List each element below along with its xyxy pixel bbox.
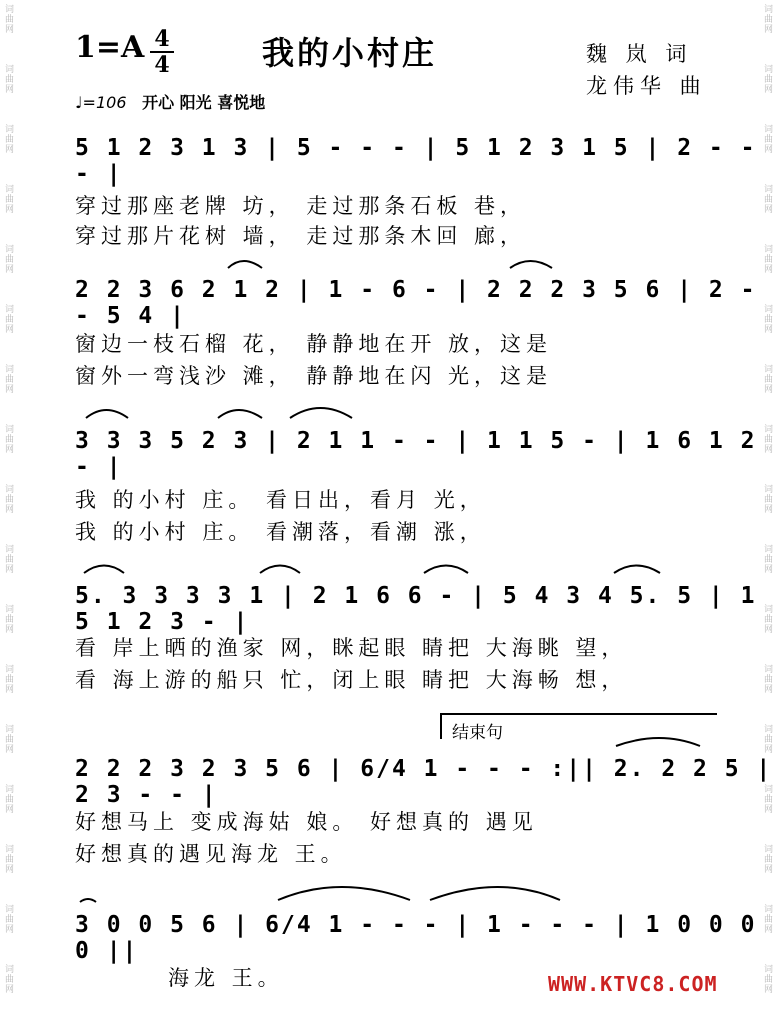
watermark-text: 词 曲 网	[5, 605, 15, 635]
watermark-text: 词 曲 网	[764, 665, 774, 695]
slur-system-2	[228, 261, 262, 268]
watermark-text: 词 曲 网	[764, 245, 774, 275]
system-6-lyric: 海龙 王。	[168, 966, 284, 990]
watermark-text: 词 曲 网	[764, 725, 774, 755]
watermark-text: 词 曲 网	[764, 605, 774, 635]
system-2-lyric-verse-1: 窗边一枝石榴 花， 静静地在开 放，这是	[75, 332, 553, 356]
watermark-text: 词 曲 网	[5, 665, 15, 695]
watermark-text: 词 曲 网	[764, 365, 774, 395]
watermark-text: 词 曲 网	[5, 785, 15, 815]
watermark-text: 词 曲 网	[5, 125, 15, 155]
system-2-lyric-verse-2: 窗外一弯浅沙 滩， 静静地在闪 光，这是	[75, 364, 553, 388]
watermark-text: 词 曲 网	[5, 485, 15, 515]
watermark-text: 词 曲 网	[764, 845, 774, 875]
watermark-text: 词 曲 网	[764, 305, 774, 335]
slur-system-4d	[614, 566, 660, 574]
watermark-text: 词 曲 网	[5, 425, 15, 455]
slur-system-3a	[86, 410, 128, 418]
system-1-lyric-verse-1: 穿过那座老牌 坊， 走过那条石板 巷，	[75, 194, 527, 218]
key-signature: 1=A	[75, 30, 145, 65]
slur-system-3b	[218, 410, 262, 418]
slur-system-4a	[84, 566, 124, 574]
watermark-text: 词 曲 网	[5, 65, 15, 95]
watermark-text: 词 曲 网	[764, 905, 774, 935]
watermark-text: 词 曲 网	[5, 305, 15, 335]
system-4-lyric-verse-1: 看 岸上晒的渔家 网，眯起眼 睛把 大海眺 望，	[75, 636, 628, 660]
system-1-lyric-verse-2: 穿过那片花树 墙， 走过那条木回 廊，	[75, 224, 527, 248]
tie-system-6	[278, 887, 410, 900]
composer-credit: 龙伟华 曲	[586, 74, 707, 98]
time-signature-top: 4	[154, 26, 170, 52]
watermark-text: 词 曲 网	[764, 485, 774, 515]
system-6-notes: 3 0 0 5 6 | 6/4 1 - - - | 1 - - - | 1 0 0 0 0 ||	[75, 912, 757, 964]
system-3-lyric-verse-2: 我 的小村 庄。 看潮落，看潮 涨，	[75, 520, 486, 544]
slur-system-2b	[510, 261, 552, 268]
system-3-notes: 3 3 3 5 2 3 | 2 1 1 - - | 1 1 5 - | 1 6 1 2 - |	[75, 428, 757, 480]
song-title: 我的小村庄	[262, 34, 438, 72]
slur-system-3c	[290, 408, 352, 418]
watermark-text: 词 曲 网	[5, 545, 15, 575]
website-watermark: WWW.KTVC8.COM	[548, 972, 718, 996]
watermark-text: 词 曲 网	[5, 725, 15, 755]
watermark-text: 词 曲 网	[764, 425, 774, 455]
watermark-text: 词 曲 网	[5, 845, 15, 875]
system-1-notes: 5 1 2 3 1 3 | 5 - - - | 5 1 2 3 1 5 | 2 - - - |	[75, 135, 757, 187]
slur-system-4b	[260, 566, 300, 574]
watermark-text: 词 曲 网	[5, 185, 15, 215]
ending-label: 结束句	[452, 723, 503, 743]
slur-system-4c	[424, 566, 468, 574]
watermark-text: 词 曲 网	[5, 965, 15, 995]
tempo-expression: 开心 阳光 喜悦地	[142, 93, 266, 112]
watermark-text: 词 曲 网	[5, 5, 15, 35]
watermark-text: 词 曲 网	[764, 65, 774, 95]
lyricist-credit: 魏 岚 词	[586, 42, 693, 66]
system-4-notes: 5. 3 3 3 3 1 | 2 1 6 6 - | 5 4 3 4 5. 5 | 1 5 1 2 3 - |	[75, 583, 757, 635]
slur-system-6a	[80, 899, 96, 902]
watermark-text: 词 曲 网	[5, 905, 15, 935]
system-3-lyric-verse-1: 我 的小村 庄。 看日出，看月 光，	[75, 488, 486, 512]
watermark-text: 词 曲 网	[5, 365, 15, 395]
watermark-text: 词 曲 网	[764, 965, 774, 995]
system-4-lyric-verse-2: 看 海上游的船只 忙，闭上眼 睛把 大海畅 想，	[75, 668, 628, 692]
watermark-text: 词 曲 网	[764, 5, 774, 35]
watermark-text: 词 曲 网	[5, 245, 15, 275]
watermark-text: 词 曲 网	[764, 545, 774, 575]
tie-system-6b	[430, 887, 560, 900]
watermark-text: 词 曲 网	[764, 185, 774, 215]
watermark-text: 词 曲 网	[764, 785, 774, 815]
system-2-notes: 2 2 3 6 2 1 2 | 1 - 6 - | 2 2 2 3 5 6 | 2 - - 5 4 |	[75, 277, 757, 329]
tempo-mark: ♩=106	[75, 93, 127, 112]
system-5-lyric-verse-1: 好想马上 变成海姑 娘。 好想真的 遇见	[75, 810, 538, 834]
time-signature-bottom: 4	[154, 52, 170, 78]
system-5-notes: 2 2 2 3 2 3 5 6 | 6/4 1 - - - :|| 2. 2 2 5 | 2 3 - - |	[75, 756, 773, 808]
system-5-lyric-verse-2: 好想真的遇见海龙 王。	[75, 842, 347, 866]
watermark-text: 词 曲 网	[764, 125, 774, 155]
tie-system-5	[616, 738, 700, 746]
